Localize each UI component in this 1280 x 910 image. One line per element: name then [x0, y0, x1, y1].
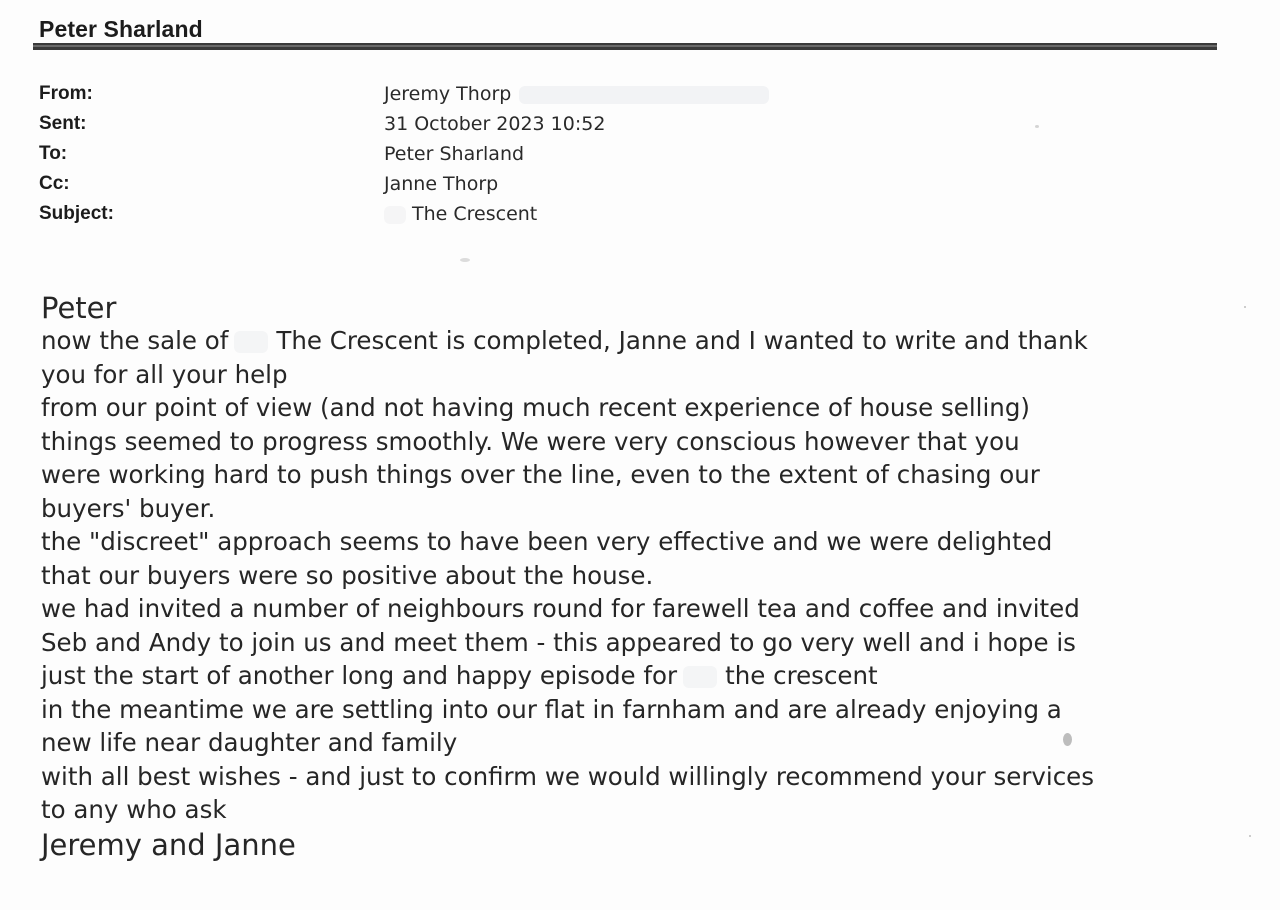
- mailbox-owner-name: Peter Sharland: [39, 16, 203, 42]
- sent-value: 31 October 2023 10:52: [384, 113, 606, 135]
- header-divider-inner: [33, 45, 1217, 47]
- header-divider: [33, 43, 1217, 50]
- body-line: Seb and Andy to join us and meet them - this appeared to go very well and i hope is: [41, 627, 1076, 657]
- cc-row: [39, 173, 839, 203]
- from-row: [39, 83, 839, 113]
- body-line: you for all your help: [41, 359, 288, 389]
- body-line-sale: [41, 324, 1241, 358]
- to-row: [39, 143, 839, 173]
- subject-label: Subject:: [39, 203, 114, 224]
- subject-text: The Crescent: [412, 203, 538, 225]
- from-value: [384, 83, 769, 105]
- redacted-house-number: [234, 331, 268, 353]
- body-greeting: Peter: [41, 291, 117, 325]
- body-line: that our buyers were so positive about the house.: [41, 560, 654, 590]
- scan-speck: [1063, 733, 1072, 746]
- body-line: we had invited a number of neighbours round for farewell tea and coffee and invited: [41, 594, 1080, 623]
- body-line: in the meantime we are settling into our flat in farnham and are already enjoying a: [41, 694, 1062, 724]
- body-line: with all best wishes - and just to confirm we would willingly recommend your services: [41, 761, 1095, 791]
- body-line-sale-before: now the sale of: [41, 326, 229, 355]
- redacted-house-number: [683, 666, 717, 688]
- body-line-episode-before: just the start of another long and happy episode for: [41, 661, 678, 690]
- cc-value: Janne Thorp: [384, 173, 499, 195]
- body-line: new life near daughter and family: [41, 728, 458, 757]
- body-line-episode-after: the crescent: [725, 661, 878, 690]
- from-name: Jeremy Thorp: [384, 83, 512, 105]
- sent-label: Sent:: [39, 113, 87, 134]
- body-signature: Jeremy and Janne: [41, 827, 296, 862]
- redacted-house-number: [384, 206, 406, 224]
- email-header-fields: [39, 83, 839, 233]
- scan-speck: [1244, 306, 1246, 308]
- email-body: [41, 290, 1241, 863]
- scan-speck: [460, 258, 470, 262]
- to-value: Peter Sharland: [384, 143, 525, 165]
- body-line: buyers' buyer.: [41, 493, 216, 523]
- sent-row: [39, 113, 839, 143]
- scan-speck: [1035, 125, 1039, 128]
- subject-row: [39, 203, 839, 233]
- body-line: to any who ask: [41, 795, 227, 824]
- body-line: the "discreet" approach seems to have been very effective and we were delighted: [41, 527, 1053, 556]
- body-line-episode: [41, 659, 1241, 693]
- redacted-email-address: [519, 86, 769, 104]
- cc-label: Cc:: [39, 173, 70, 194]
- to-label: To:: [39, 143, 68, 164]
- scan-speck: [1249, 835, 1251, 837]
- subject-value: [384, 203, 537, 225]
- body-line: things seemed to progress smoothly. We were very conscious however that you: [41, 426, 1020, 456]
- body-line: from our point of view (and not having much recent experience of house selling): [41, 393, 1030, 422]
- from-label: From:: [39, 83, 93, 104]
- body-line-sale-after: The Crescent is completed, Janne and I wanted to write and thank: [276, 326, 1088, 355]
- body-line: were working hard to push things over the line, even to the extent of chasing our: [41, 460, 1040, 489]
